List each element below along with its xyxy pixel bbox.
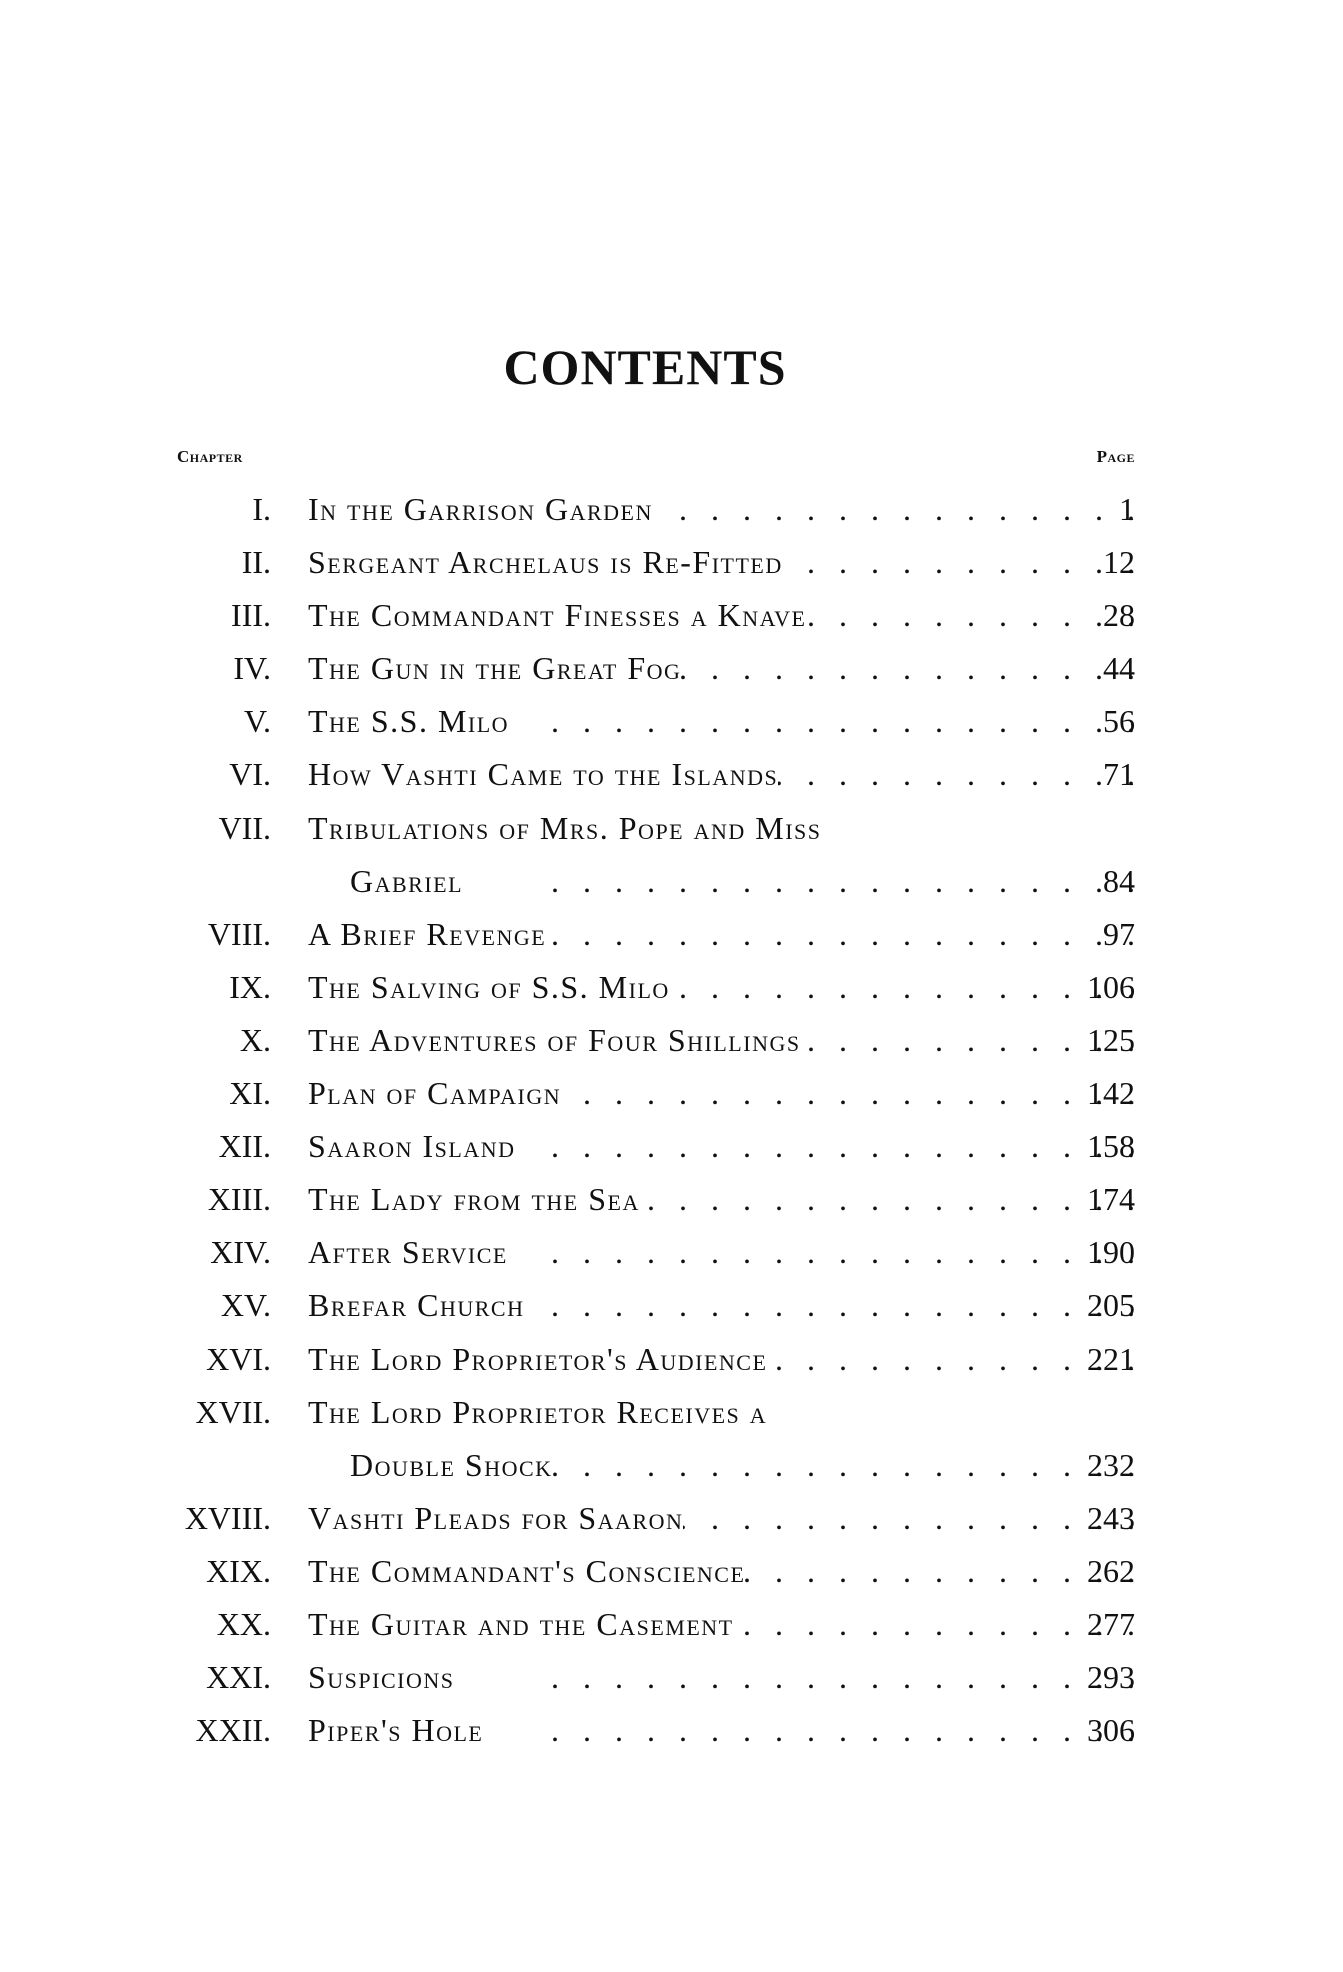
chapter-title: In the Garrison Garden . .: [308, 483, 1135, 536]
chapter-numeral: XII.: [218, 1128, 271, 1165]
page-number: 205: [1087, 1287, 1135, 1324]
toc-entry: [0, 1386, 1343, 1439]
dot-leader: [767, 1333, 1135, 1386]
dot-leader: [483, 1704, 1135, 1757]
dot-leader: [561, 1067, 1135, 1120]
chapter-numeral: XXI.: [206, 1659, 271, 1696]
chapter-title: Suspicions . .: [308, 1651, 1135, 1704]
toc-entry: [0, 1598, 1343, 1651]
dot-leader: [681, 642, 1135, 695]
dot-leader: [463, 855, 1135, 908]
chapter-numeral: XVII.: [195, 1393, 271, 1430]
toc-entry: [0, 1173, 1343, 1226]
page-number: 174: [1087, 1181, 1135, 1218]
chapter-numeral: VIII.: [207, 915, 271, 952]
dot-leader: [546, 908, 1135, 961]
dot-leader: [745, 1545, 1135, 1598]
chapter-title: The Gun in the Great Fog . .: [308, 642, 1135, 695]
page-number: 243: [1087, 1499, 1135, 1536]
dot-leader: [806, 589, 1135, 642]
page-number: 142: [1087, 1075, 1135, 1112]
toc-entry: [0, 589, 1343, 642]
page-number: 158: [1087, 1128, 1135, 1165]
chapter-title: A Brief Revenge . .: [308, 908, 1135, 961]
page-number: 71: [1103, 756, 1135, 793]
toc-entry-continuation: [0, 1439, 1343, 1492]
chapter-title: Sergeant Archelaus is Re-Fitted . .: [308, 536, 1135, 589]
dot-leader: [653, 483, 1135, 536]
toc-entry: [0, 1014, 1343, 1067]
chapter-title: The Commandant Finesses a Knave . .: [308, 589, 1135, 642]
chapter-numeral: XVIII.: [184, 1499, 271, 1536]
toc-entry: [0, 1226, 1343, 1279]
page-title: CONTENTS: [503, 339, 787, 395]
chapter-numeral: XVI.: [206, 1340, 271, 1377]
table-of-contents: [0, 483, 1343, 1757]
toc-entry: [0, 1279, 1343, 1332]
chapter-title: After Service . .: [308, 1226, 1135, 1279]
toc-entry: [0, 1333, 1343, 1386]
chapter-numeral: XI.: [229, 1075, 271, 1112]
dot-leader: [640, 1173, 1135, 1226]
toc-entry: [0, 1704, 1343, 1757]
chapter-column-header: Chapter: [177, 447, 243, 466]
chapter-numeral: IX.: [229, 968, 271, 1005]
chapter-title-continued: Double Shock . .: [350, 1439, 1135, 1492]
page-number: 190: [1087, 1234, 1135, 1271]
page-number: 12: [1103, 544, 1135, 581]
page-number: 28: [1103, 597, 1135, 634]
chapter-numeral: XIX.: [206, 1552, 271, 1589]
toc-entry-continuation: [0, 855, 1343, 908]
toc-entry: [0, 695, 1343, 748]
chapter-title: How Vashti Came to the Islands . .: [308, 748, 1135, 801]
dot-leader: [734, 1598, 1135, 1651]
chapter-title: The Commandant's Conscience . .: [308, 1545, 1135, 1598]
chapter-title: Piper's Hole . .: [308, 1704, 1135, 1757]
chapter-title-continued: Gabriel . .: [350, 855, 1135, 908]
page-number: 293: [1087, 1659, 1135, 1696]
chapter-numeral: X.: [239, 1021, 271, 1058]
dot-leader: [508, 1226, 1135, 1279]
page-number: 56: [1103, 703, 1135, 740]
chapter-title: The Salving of S.S. Milo . .: [308, 961, 1135, 1014]
dot-leader: [670, 961, 1135, 1014]
page-number: 1: [1119, 491, 1135, 527]
chapter-numeral: XX.: [216, 1605, 271, 1642]
toc-entry: [0, 1545, 1343, 1598]
chapter-numeral: VI.: [229, 756, 271, 793]
page-number: 125: [1087, 1021, 1135, 1058]
page-number: 44: [1103, 650, 1135, 687]
chapter-numeral: II.: [241, 544, 271, 581]
chapter-numeral: XXII.: [195, 1712, 271, 1749]
dot-leader: [516, 1120, 1135, 1173]
page-column-header: Page: [1096, 447, 1135, 466]
chapter-title: Vashti Pleads for Saaron . .: [308, 1492, 1135, 1545]
dot-leader: [778, 748, 1135, 801]
chapter-title: The Lady from the Sea . .: [308, 1173, 1135, 1226]
chapter-numeral: IV.: [233, 650, 271, 687]
dot-leader: [509, 695, 1135, 748]
page-number: 106: [1087, 968, 1135, 1005]
chapter-title: The Guitar and the Casement . .: [308, 1598, 1135, 1651]
chapter-title: The Lord Proprietor Receives a: [308, 1393, 768, 1430]
page-number: 306: [1087, 1712, 1135, 1749]
page-number: 262: [1087, 1552, 1135, 1589]
toc-entry: [0, 1651, 1343, 1704]
toc-entry: [0, 536, 1343, 589]
dot-leader: [801, 1014, 1135, 1067]
chapter-numeral: XIV.: [210, 1234, 271, 1271]
chapter-numeral: V.: [244, 703, 271, 740]
page-number: 97: [1103, 915, 1135, 952]
page-number: 232: [1087, 1446, 1135, 1483]
chapter-numeral: XIII.: [207, 1181, 271, 1218]
page-number: 84: [1103, 862, 1135, 899]
toc-entry: [0, 748, 1343, 801]
chapter-title: The Lord Proprietor's Audience . .: [308, 1333, 1135, 1386]
chapter-title: Plan of Campaign . .: [308, 1067, 1135, 1120]
chapter-title: Brefar Church . .: [308, 1279, 1135, 1332]
toc-entry: [0, 908, 1343, 961]
toc-entry: [0, 642, 1343, 695]
toc-entry: [0, 1492, 1343, 1545]
chapter-numeral: XV.: [220, 1287, 271, 1324]
toc-entry: [0, 802, 1343, 855]
chapter-title: The Adventures of Four Shillings . .: [308, 1014, 1135, 1067]
dot-leader: [455, 1651, 1136, 1704]
chapter-numeral: I.: [252, 491, 271, 527]
page-number: 221: [1087, 1340, 1135, 1377]
dot-leader: [524, 1279, 1135, 1332]
chapter-title: The S.S. Milo . .: [308, 695, 1135, 748]
chapter-numeral: VII.: [218, 809, 271, 846]
toc-entry: [0, 1120, 1343, 1173]
toc-entry: [0, 961, 1343, 1014]
dot-leader: [783, 536, 1135, 589]
dot-leader: [553, 1439, 1135, 1492]
chapter-title: Tribulations of Mrs. Pope and Miss: [308, 809, 822, 846]
chapter-title: Saaron Island . .: [308, 1120, 1135, 1173]
dot-leader: [683, 1492, 1135, 1545]
toc-entry: [0, 1067, 1343, 1120]
toc-entry: [0, 483, 1343, 536]
page-number: 277: [1087, 1605, 1135, 1642]
chapter-numeral: III.: [231, 597, 271, 634]
